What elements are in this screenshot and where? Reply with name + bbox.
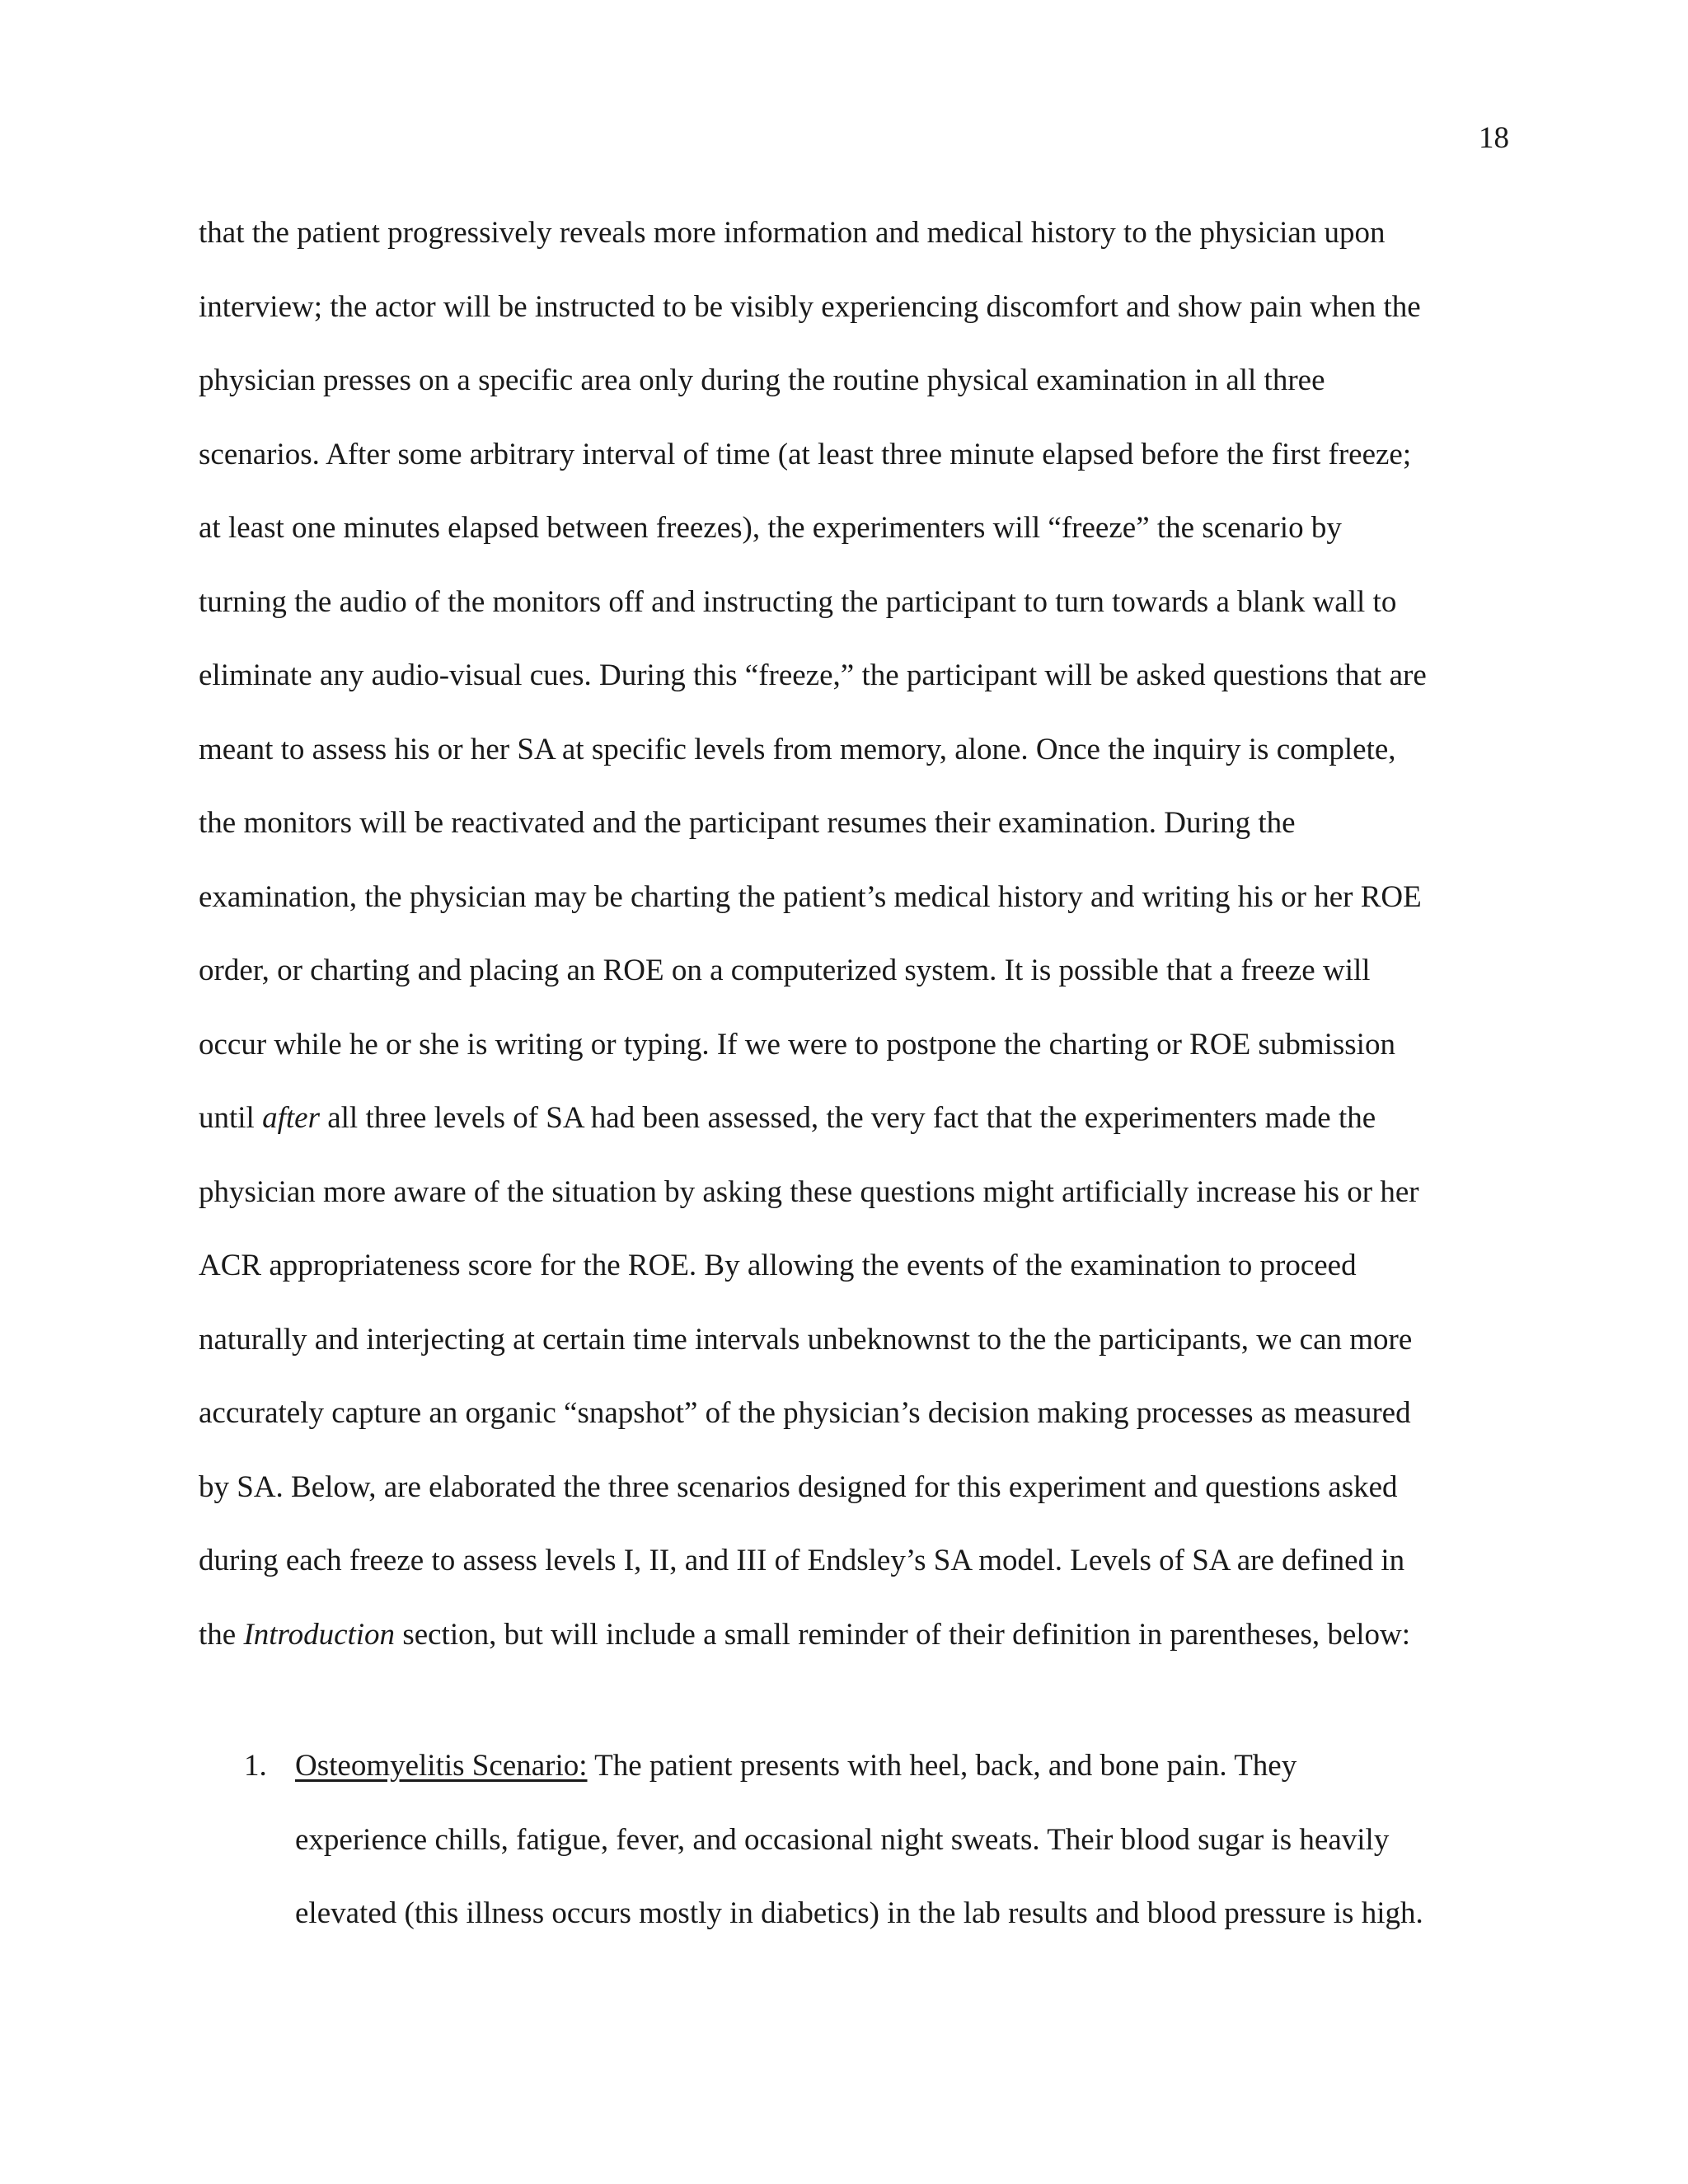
paragraph-line: physician presses on a specific area only during the routine physical examination in all three (199, 363, 1325, 397)
paragraph-line (199, 1598, 1517, 1672)
paragraph-line: meant to assess his or her SA at specific levels from memory, alone. Once the inquiry is complete, (199, 732, 1396, 766)
page-number: 18 (1479, 121, 1509, 155)
paragraph-line (199, 1081, 1517, 1155)
paragraph-line: scenarios. After some arbitrary interval of time (at least three minute elapsed before the first freeze; (199, 437, 1412, 471)
paragraph-line: examination, the physician may be charting the patient’s medical history and writing his or her ROE (199, 879, 1422, 914)
paragraph-line: the monitors will be reactivated and the participant resumes their examination. During the (199, 806, 1296, 840)
emphasis-introduction: Introduction (243, 1617, 396, 1652)
list-item-continuation: elevated (this illness occurs mostly in diabetics) in the lab results and blood pressure is high. (295, 1896, 1423, 1930)
paragraph-line: physician more aware of the situation by asking these questions might artificially increase his or her (199, 1174, 1419, 1209)
line-text: the (199, 1617, 244, 1652)
paragraph-line: at least one minutes elapsed between freezes), the experimenters will “freeze” the scenario by (199, 511, 1342, 545)
line-text: until (199, 1101, 263, 1135)
emphasis-after: after (262, 1101, 320, 1135)
paragraph-line: turning the audio of the monitors off and instructing the participant to turn towards a blank wall to (199, 584, 1397, 619)
paragraph-line: accurately capture an organic “snapshot” of the physician’s decision making processes as measured (199, 1396, 1411, 1430)
body-paragraph (199, 196, 1517, 1671)
line-text: all three levels of SA had been assessed, the very fact that the experimenters made the (319, 1101, 1376, 1135)
paragraph-line: ACR appropriateness score for the ROE. By allowing the events of the examination to proceed (199, 1249, 1357, 1282)
paragraph-line: by SA. Below, are elaborated the three scenarios designed for this experiment and questions asked (199, 1469, 1398, 1504)
paragraph-line: that the patient progressively reveals more information and medical history to the physician upon (199, 216, 1386, 250)
list-item-continuation: experience chills, fatigue, fever, and occasional night sweats. Their blood sugar is heavily (295, 1822, 1390, 1857)
paragraph-line: during each freeze to assess levels I, II, and III of Endsley’s SA model. Levels of SA are defined in (199, 1544, 1405, 1577)
list-item-osteomyelitis (199, 1729, 1517, 1803)
scenario-heading: Osteomyelitis Scenario: (295, 1749, 588, 1783)
paragraph-line: interview; the actor will be instructed to be visibly experiencing discomfort and show pain when the (199, 289, 1421, 324)
paragraph-line: naturally and interjecting at certain time intervals unbeknownst to the the participants, we can more (199, 1322, 1413, 1357)
numbered-list (199, 1729, 1517, 1951)
line-text: section, but will include a small reminder of their definition in parentheses, below: (395, 1617, 1411, 1652)
paragraph-line: occur while he or she is writing or typing. If we were to postpone the charting or ROE submission (199, 1027, 1395, 1062)
paragraph-line: eliminate any audio-visual cues. During this “freeze,” the participant will be asked questions that are (199, 658, 1427, 692)
list-item-text: The patient presents with heel, back, and bone pain. They (587, 1749, 1297, 1783)
list-marker: 1. (244, 1749, 267, 1783)
paragraph-line: order, or charting and placing an ROE on a computerized system. It is possible that a freeze will (199, 954, 1371, 987)
